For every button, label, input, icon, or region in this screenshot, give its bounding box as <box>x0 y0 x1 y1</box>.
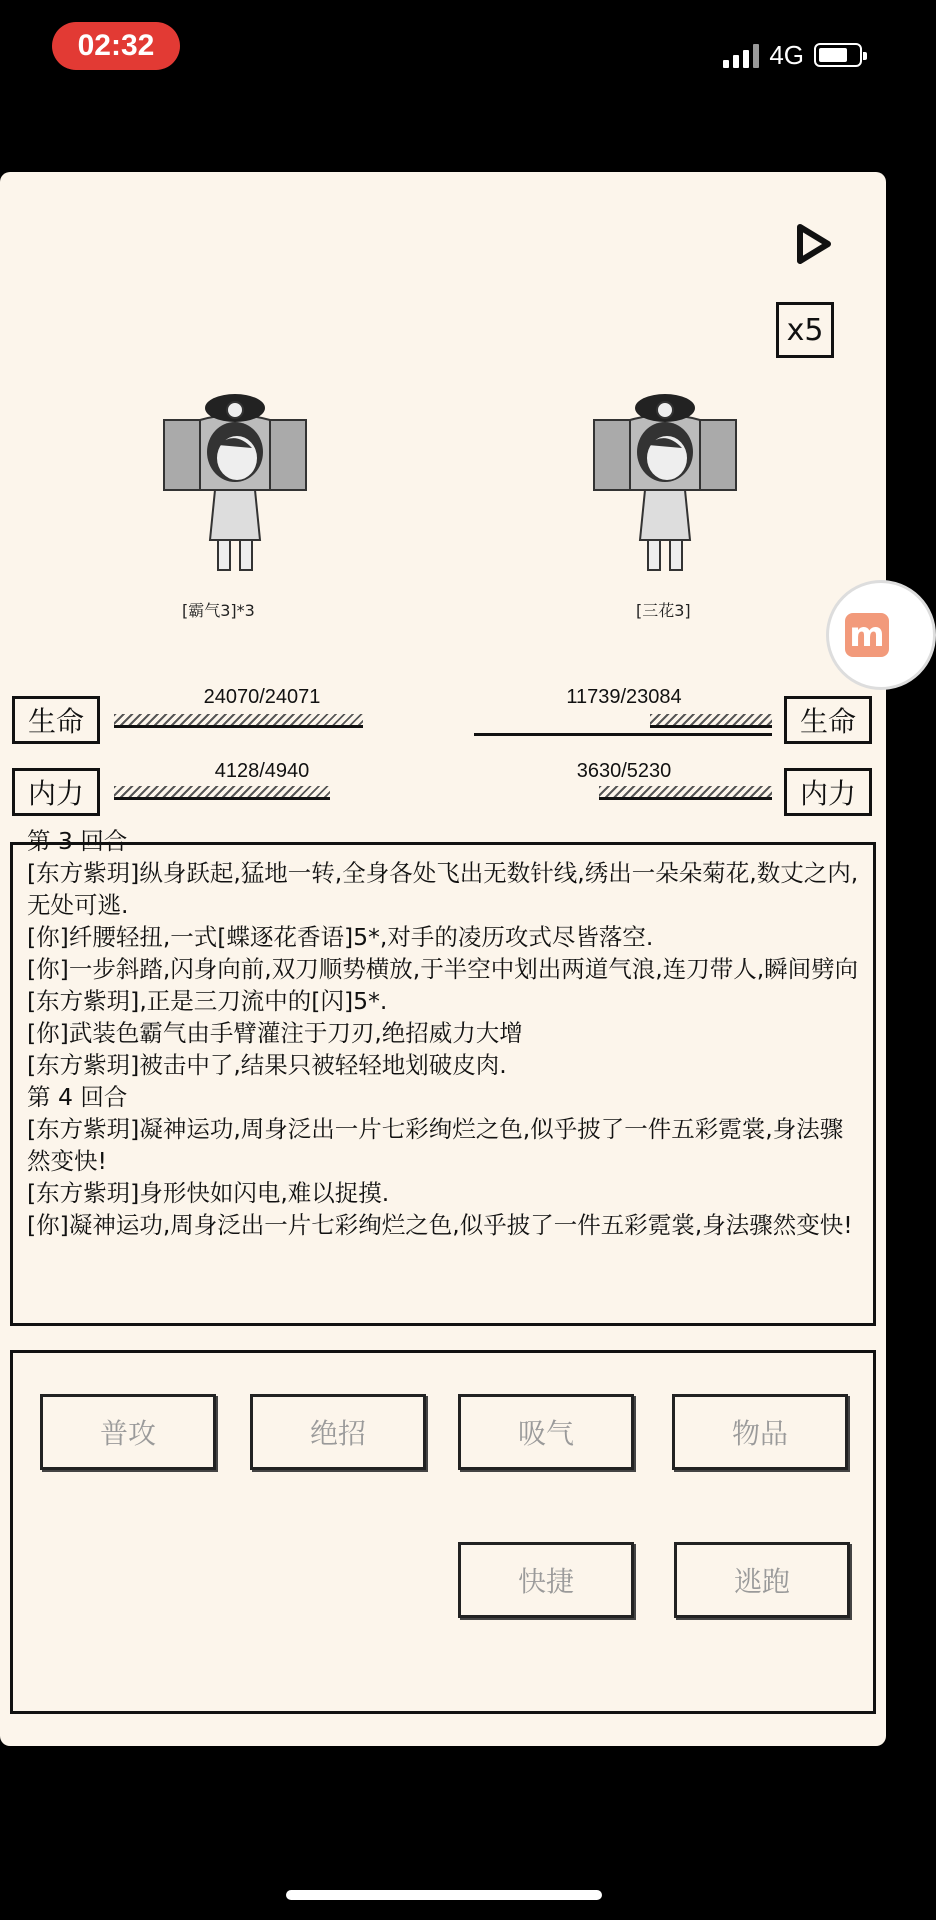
log-line: [你]武装色霸气由手臂灌注于刀刃,绝招威力大增 <box>27 1019 523 1047</box>
enemy-buff: [三花3] <box>636 601 691 620</box>
enemy-mp-bar <box>599 786 772 800</box>
enemy-hp-bar <box>650 714 772 728</box>
player-mp-bar <box>114 786 330 800</box>
speed-button[interactable]: x5 <box>776 302 834 358</box>
log-line: [东方紫玥]纵身跃起,猛地一转,全身各处飞出无数针线,绣出一朵朵菊花,数丈之内,无处可逃. <box>27 859 859 919</box>
player-buff: [霸气3]*3 <box>182 601 255 620</box>
enemy-mp-label: 内力 <box>784 768 872 816</box>
status-indicators <box>723 38 862 72</box>
battle-log-text <box>27 825 863 1241</box>
flee-button[interactable]: 逃跑 <box>674 1542 850 1618</box>
breathe-button[interactable]: 吸气 <box>458 1394 634 1470</box>
enemy-mp-value: 3630/5230 <box>576 760 672 782</box>
floating-app-icon[interactable]: m <box>826 580 936 690</box>
play-icon[interactable] <box>794 222 834 266</box>
log-line: [你]一步斜踏,闪身向前,双刀顺势横放,于半空中划出两道气浪,连刀带人,瞬间劈向[东方紫玥],正是三刀流中的[闪]5*. <box>27 955 859 1015</box>
status-time: 02:32 <box>52 22 180 70</box>
battery-icon <box>814 43 862 67</box>
enemy-hp-value: 11739/23084 <box>566 686 682 708</box>
log-line: 第 4 回合 <box>27 1083 128 1111</box>
player-hp-bar <box>114 714 363 728</box>
log-line: [东方紫玥]身形快如闪电,难以捉摸. <box>27 1179 390 1207</box>
ultimate-button[interactable]: 绝招 <box>250 1394 426 1470</box>
player-mp-value: 4128/4940 <box>214 760 310 782</box>
log-line: [你]凝神运功,周身泛出一片七彩绚烂之色,似乎披了一件五彩霓裳,身法骤然变快! <box>27 1211 853 1239</box>
attack-button[interactable]: 普攻 <box>40 1394 216 1470</box>
enemy-avatar <box>590 390 740 580</box>
player-avatar <box>160 390 310 580</box>
signal-icon <box>723 42 759 68</box>
enemy-hp-track <box>474 733 772 736</box>
log-line: [东方紫玥]凝神运功,周身泛出一片七彩绚烂之色,似乎披了一件五彩霓裳,身法骤然变快! <box>27 1115 844 1175</box>
player-hp-value: 24070/24071 <box>203 686 321 708</box>
enemy-hp-label: 生命 <box>784 696 872 744</box>
shortcut-button[interactable]: 快捷 <box>458 1542 634 1618</box>
player-hp-label: 生命 <box>12 696 100 744</box>
home-indicator[interactable] <box>286 1890 602 1900</box>
network-type: 4G <box>769 39 804 70</box>
log-line: 第 3 回合 <box>27 827 128 855</box>
log-line: [你]纤腰轻扭,一式[蝶逐花香语]5*,对手的凌历攻式尽皆落空. <box>27 923 654 951</box>
player-mp-label: 内力 <box>12 768 100 816</box>
items-button[interactable]: 物品 <box>672 1394 848 1470</box>
battle-log[interactable] <box>10 827 876 1326</box>
log-line: [东方紫玥]被击中了,结果只被轻轻地划破皮肉. <box>27 1051 507 1079</box>
